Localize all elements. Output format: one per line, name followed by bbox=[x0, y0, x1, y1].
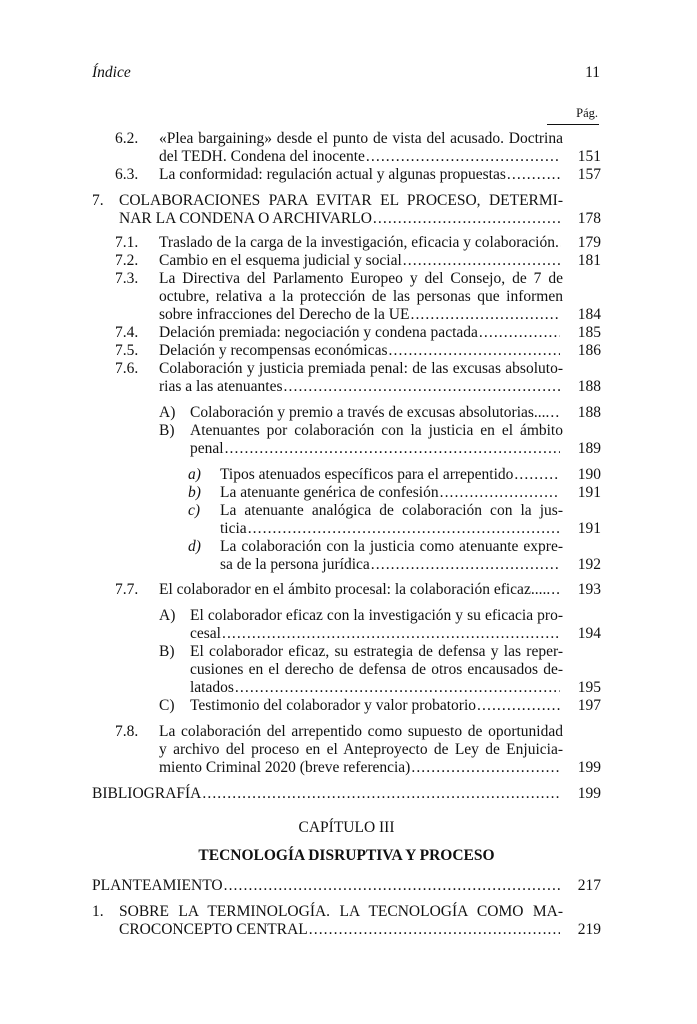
toc-entry-number: 7. bbox=[92, 192, 104, 209]
toc-entry-number: 6.2. bbox=[115, 130, 139, 147]
toc-entry-page: 179 bbox=[577, 234, 601, 251]
toc-entry-page: 151 bbox=[577, 148, 601, 165]
toc-entry-number: B) bbox=[159, 643, 175, 660]
toc-entry-title-line: ticia bbox=[220, 520, 247, 537]
toc-entry-page: 199 bbox=[577, 759, 601, 776]
toc-entry-number: 7.7. bbox=[115, 581, 139, 598]
toc-entry-page: 191 bbox=[577, 484, 601, 501]
toc-entry bbox=[92, 502, 601, 538]
toc-entry-number: a) bbox=[188, 466, 201, 483]
toc-entry-title-line: cusiones en el derecho de defensa de otros encausados de- bbox=[190, 661, 563, 678]
toc-entry bbox=[92, 324, 601, 342]
toc-entry-title-line: La colaboración del arrepentido como supuesto de oportunidad bbox=[159, 723, 563, 740]
toc-entry-title-line: «Plea bargaining» desde el punto de vista del acusado. Doctrina bbox=[159, 130, 563, 147]
toc-entry-page: 178 bbox=[577, 210, 601, 227]
dot-leader bbox=[371, 556, 560, 574]
toc-entry-page: 195 bbox=[577, 679, 601, 696]
toc-entry-title-line: La Directiva del Parlamento Europeo y del Consejo, de 7 de bbox=[159, 270, 563, 287]
toc-entry-number: 7.6. bbox=[115, 360, 139, 377]
toc-entry bbox=[92, 342, 601, 360]
toc-entry-page: 188 bbox=[577, 378, 601, 395]
running-header-section: Índice bbox=[92, 64, 131, 81]
dot-leader bbox=[235, 679, 560, 697]
toc-entry-title bbox=[92, 130, 563, 166]
toc-entry-title bbox=[92, 723, 563, 777]
toc-entry-title-line: sa de la persona jurídica bbox=[220, 556, 370, 573]
toc-entry-page: 185 bbox=[577, 324, 601, 341]
toc-entry-page: 191 bbox=[577, 520, 601, 537]
toc-entry-title-line: Delación y recompensas económicas bbox=[159, 342, 388, 359]
dot-leader bbox=[373, 210, 560, 228]
table-of-contents-chapter-3 bbox=[92, 877, 601, 939]
dot-leader bbox=[411, 759, 560, 777]
toc-entry-page: 184 bbox=[577, 306, 601, 323]
toc-entry-title-line: SOBRE LA TERMINOLOGÍA. LA TECNOLOGÍA COMO MA- bbox=[119, 903, 563, 920]
page-column-rule bbox=[547, 124, 599, 125]
toc-entry-title bbox=[92, 903, 563, 939]
toc-entry-title-line: CROCONCEPTO CENTRAL bbox=[119, 921, 308, 938]
toc-entry bbox=[92, 192, 601, 228]
toc-entry-number: 7.1. bbox=[115, 234, 139, 251]
dot-leader bbox=[248, 520, 560, 538]
toc-entry-title bbox=[92, 252, 563, 270]
dot-leader bbox=[477, 697, 560, 715]
toc-entry-title bbox=[92, 192, 563, 228]
running-header-page-number: 11 bbox=[585, 64, 600, 81]
toc-entry-title-line: Testimonio del colaborador y valor probatorio bbox=[190, 697, 477, 714]
toc-entry bbox=[92, 538, 601, 574]
toc-entry-title bbox=[92, 538, 563, 574]
dot-leader bbox=[225, 440, 560, 458]
toc-entry-title-line: penal bbox=[190, 440, 224, 457]
toc-entry-title-line: Atenuantes por colaboración con la justicia en el ámbito bbox=[190, 422, 563, 439]
chapter-label: CAPÍTULO III bbox=[298, 819, 395, 836]
toc-entry-page: 157 bbox=[577, 166, 601, 183]
toc-entry bbox=[92, 697, 601, 715]
toc-entry-title-line: La colaboración con la justicia como atenuante expre- bbox=[220, 538, 563, 555]
toc-entry bbox=[92, 723, 601, 777]
toc-entry bbox=[92, 422, 601, 458]
toc-entry-page: 186 bbox=[577, 342, 601, 359]
toc-entry-number: 7.3. bbox=[115, 270, 139, 287]
toc-entry-number: 7.2. bbox=[115, 252, 139, 269]
toc-entry bbox=[92, 484, 601, 502]
dot-leader bbox=[222, 625, 560, 643]
toc-entry-title-line: sobre infracciones del Derecho de la UE bbox=[159, 306, 410, 323]
dot-leader bbox=[389, 342, 560, 360]
toc-entry-page: 199 bbox=[577, 785, 601, 802]
toc-entry-title-line: cesal bbox=[190, 625, 221, 642]
table-of-contents bbox=[92, 130, 601, 803]
toc-entry-title bbox=[92, 785, 563, 803]
toc-entry-page: 217 bbox=[577, 877, 601, 894]
toc-entry-title-line: del TEDH. Condena del inocente bbox=[159, 148, 365, 165]
dot-leader bbox=[410, 306, 560, 324]
dot-leader bbox=[224, 877, 560, 895]
toc-entry-title bbox=[92, 502, 563, 538]
toc-entry-page: 181 bbox=[577, 252, 601, 269]
toc-entry bbox=[92, 785, 601, 803]
toc-entry bbox=[92, 607, 601, 643]
dot-leader bbox=[202, 785, 560, 803]
toc-entry-title bbox=[92, 234, 563, 252]
toc-entry-title bbox=[92, 270, 563, 324]
toc-entry-page: 197 bbox=[577, 697, 601, 714]
dot-leader bbox=[366, 148, 560, 166]
toc-entry bbox=[92, 130, 601, 166]
toc-entry-title-line: BIBLIOGRAFÍA bbox=[92, 785, 202, 802]
toc-entry-number: A) bbox=[159, 607, 176, 624]
toc-entry-title-line: La atenuante analógica de colaboración con la jus- bbox=[220, 502, 563, 519]
toc-entry bbox=[92, 581, 601, 599]
toc-entry bbox=[92, 404, 601, 422]
toc-entry-number: 7.5. bbox=[115, 342, 139, 359]
toc-entry bbox=[92, 270, 601, 324]
dot-leader bbox=[550, 404, 560, 422]
toc-entry-number: c) bbox=[188, 502, 201, 519]
toc-entry-title-line: Cambio en el esquema judicial y social bbox=[159, 252, 402, 269]
toc-entry-title-line: latados bbox=[190, 679, 234, 696]
toc-entry-title bbox=[92, 360, 563, 396]
toc-entry-page: 192 bbox=[577, 556, 601, 573]
toc-entry bbox=[92, 166, 601, 184]
dot-leader bbox=[440, 484, 560, 502]
toc-entry-title-line: PLANTEAMIENTO bbox=[92, 877, 223, 894]
toc-entry-title-line: octubre, relativa a la protección de las personas que informen bbox=[159, 288, 563, 305]
toc-entry bbox=[92, 252, 601, 270]
toc-entry-title-line: y archivo del proceso en el Anteproyecto de Ley de Enjuicia- bbox=[159, 741, 563, 758]
toc-entry-title bbox=[92, 324, 563, 342]
dot-leader bbox=[551, 581, 560, 599]
toc-entry-title-line: NAR LA CONDENA O ARCHIVARLO bbox=[119, 210, 372, 227]
toc-entry-number: b) bbox=[188, 484, 201, 501]
toc-entry-title bbox=[92, 581, 563, 599]
toc-entry-page: 219 bbox=[577, 921, 601, 938]
toc-entry bbox=[92, 643, 601, 697]
dot-leader bbox=[403, 252, 560, 270]
toc-entry bbox=[92, 877, 601, 895]
toc-entry-page: 188 bbox=[577, 404, 601, 421]
toc-entry-title-line: rias a las atenuantes bbox=[159, 378, 283, 395]
toc-entry-title-line: Colaboración y premio a través de excusas absolutorias.... bbox=[190, 404, 550, 421]
page-column-label: Pág. bbox=[576, 106, 598, 120]
toc-entry-page: 190 bbox=[577, 466, 601, 483]
toc-entry-title-line: Delación premiada: negociación y condena pactada bbox=[159, 324, 478, 341]
toc-entry-title-line: El colaborador eficaz con la investigación y su eficacia pro- bbox=[190, 607, 563, 624]
dot-leader bbox=[284, 378, 560, 396]
toc-entry-title-line: La conformidad: regulación actual y algunas propuestas bbox=[159, 166, 506, 183]
toc-entry-title-line: miento Criminal 2020 (breve referencia) bbox=[159, 759, 411, 776]
toc-entry bbox=[92, 234, 601, 252]
dot-leader bbox=[514, 466, 560, 484]
toc-entry-number: 7.8. bbox=[115, 723, 139, 740]
toc-entry-title-line: Colaboración y justicia premiada penal: de las excusas absoluto- bbox=[159, 360, 563, 377]
dot-leader bbox=[507, 166, 560, 184]
toc-entry-title-line: El colaborador en el ámbito procesal: la colaboración eficaz..... bbox=[159, 581, 551, 598]
toc-entry bbox=[92, 360, 601, 396]
chapter-title: TECNOLOGÍA DISRUPTIVA Y PROCESO bbox=[198, 847, 495, 864]
toc-entry-title-line: Tipos atenuados específicos para el arrepentido bbox=[220, 466, 514, 483]
toc-entry-title-line: El colaborador eficaz, su estrategia de defensa y las reper- bbox=[190, 643, 563, 660]
dot-leader bbox=[309, 921, 560, 939]
toc-entry-number: 7.4. bbox=[115, 324, 139, 341]
toc-entry bbox=[92, 903, 601, 939]
toc-entry-number: 6.3. bbox=[115, 166, 139, 183]
toc-entry-title bbox=[92, 342, 563, 360]
toc-entry-number: d) bbox=[188, 538, 201, 555]
toc-entry-title bbox=[92, 877, 563, 895]
dot-leader bbox=[479, 324, 560, 342]
toc-entry-title-line: La atenuante genérica de confesión bbox=[220, 484, 439, 501]
toc-entry-title-line: COLABORACIONES PARA EVITAR EL PROCESO, DETERMI- bbox=[119, 192, 563, 209]
toc-entry-number: B) bbox=[159, 422, 175, 439]
toc-entry-page: 194 bbox=[577, 625, 601, 642]
toc-entry-title bbox=[92, 484, 563, 502]
toc-entry-number: C) bbox=[159, 697, 175, 714]
toc-entry bbox=[92, 466, 601, 484]
toc-entry-title-line: Traslado de la carga de la investigación, eficacia y colaboración. bbox=[159, 234, 559, 251]
toc-entry-number: A) bbox=[159, 404, 176, 421]
toc-entry-title bbox=[92, 166, 563, 184]
toc-entry-number: 1. bbox=[92, 903, 104, 920]
toc-entry-page: 189 bbox=[577, 440, 601, 457]
toc-entry-page: 193 bbox=[577, 581, 601, 598]
toc-entry-title bbox=[92, 466, 563, 484]
